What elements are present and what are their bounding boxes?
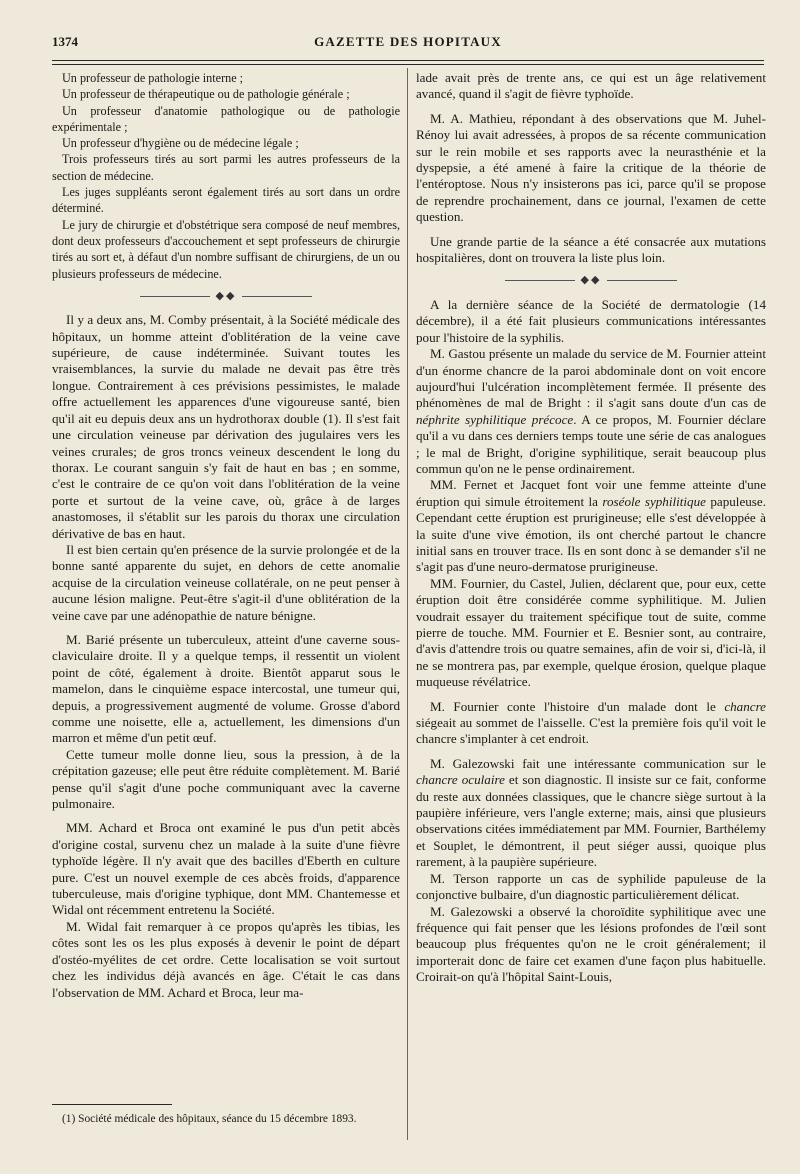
paragraph: M. Galezowski a observé la choroïdite syphilitique avec une fréquence qui fait penser que les lésions profondes de l'œil sont beaucoup plus fréquentes qu'on ne le croit généralement; il importerait donc de faire cet examen d'une façon plus habituelle. Croirait-on qu'à l'hôpital Saint-Louis, — [416, 903, 766, 985]
paragraph: Cette tumeur molle donne lieu, sous la pression, à de la crépitation gazeuse; elle peut être réduite complètement. M. Barié pense qu'il s'agit d'une poche communiquant avec la caverne pulmonaire. — [52, 746, 400, 812]
left-column — [52, 70, 400, 1001]
jury-list-item: Trois professeurs tirés au sort parmi les autres professeurs de la section de médecine. — [52, 152, 400, 183]
paragraph: Une grande partie de la séance a été consacrée aux mutations hospitalières, dont on trouvera la liste plus loin. — [416, 233, 766, 266]
jury-list-item: Le jury de chirurgie et d'obstétrique sera composé de neuf membres, dont deux professeurs d'accouchement et sept professeurs de chirurgie tirés au sort et, à défaut d'un nombre suffisant de chirurgiens, de un ou plusieurs professeurs de médecine. — [52, 217, 400, 281]
jury-list-item: Les juges suppléants seront également tirés au sort dans un ordre déterminé. — [52, 185, 400, 216]
footnote-rule — [52, 1104, 172, 1105]
italic-term: roséole syphilitique — [602, 493, 706, 509]
jury-list-item: Un professeur de pathologie interne ; — [62, 71, 244, 85]
paragraph: Il y a deux ans, M. Comby présentait, à la Société médicale des hôpitaux, un homme atteint d'oblitération de la veine cave supérieure, de cause indéterminée. Suivant toutes les vraisemblances, la survie du malade ne devait pas être très longue. Contrairement à ces prévisions pessimistes, le malade offre actuellement les apparences d'une vigoureuse santé, bien qu'il ait eu depuis deux ans un hydrothorax double (1). Il s'est fait une circulation veineuse par dérivation des jugulaires vers les veines crurales; de gros troncs veineux descendent le long du thorax. Le courant sanguin s'y fait de haut en bas ; en somme, c'est le contraire de ce qu'on voit dans l'oblitération de la veine porte et surtout de la veine cave, où, grâce à de larges anastomoses, il s'établit sur les parois du thorax une circulation dérivative de bas en haut. — [52, 312, 400, 541]
paragraph: MM. Fournier, du Castel, Julien, déclarent que, pour eux, cette éruption doit être considérée comme syphilitique. M. Julien voudrait essayer du traitement spécifique tout de suite, comme pierre de touche. MM. Fournier et E. Besnier sont, au contraire, d'avis d'attendre trois ou quatre semaines, afin de voir si, d'ici-là, il ne se montrera pas, par exemple, quelque érosion, quelque plaque muqueuse révélatrice. — [416, 575, 766, 690]
paragraph: MM. Achard et Broca ont examiné le pus d'un petit abcès d'origine costal, survenu chez un malade à la suite d'une fièvre typhoïde légère. Il n'y avait que des bacilles d'Eberth en culture pure. C'est un nouvel exemple de ces abcès froids, d'apparence tuberculeuse, mais d'origine typhique, dont MM. Chantemesse et Widal ont récemment entretenu la Société. — [52, 820, 400, 918]
paragraph: M. Barié présente un tuberculeux, atteint d'une caverne sous-claviculaire droite. Il y a quelque temps, il ressentit un violent point de côté, également à droite. Bientôt apparut sous le mamelon, dans le cinquième espace intercostal, une tumeur qui, depuis, a progressivement augmenté de volume. Grosse d'abord comme une noisette, elle a, actuellement, les dimensions d'un marron et même d'un petit œuf. — [52, 631, 400, 746]
paragraph — [416, 699, 766, 748]
paragraph: A la dernière séance de la Société de dermatologie (14 décembre), il a été fait plusieurs communications intéressantes pour l'histoire de la syphilis. — [416, 296, 766, 345]
footnote: (1) Société médicale des hôpitaux, séance du 15 décembre 1893. — [62, 1113, 357, 1125]
section-ornament: ◆◆ — [416, 272, 766, 288]
paragraph: M. Widal fait remarquer à ce propos qu'après les tibias, les côtes sont les os les plus exposés à devenir le point de départ d'ostéo-myélites de cet ordre. Cette localisation se voit surtout chez les individus déjà avancés en âge. C'était le cas dans l'observation de MM. Achard et Broca, leur ma- — [52, 918, 400, 1000]
text-run: M. Gastou présente un malade du service de M. Fournier atteint d'un énorme chancre de la paroi abdominale dont on voit encore aujourd'hui l'ulcération incomplètement fermée. Il présente des phénomènes de mal de Bright : il s'agit sans doute d'un cas de — [416, 346, 766, 411]
section-ornament: ◆◆ — [52, 288, 400, 304]
page-header — [52, 32, 764, 56]
italic-term: chancre oculaire — [416, 772, 505, 788]
text-run: . A ce propos, M. Fournier déclare qu'il a vu dans ces derniers temps toute une série de cas analogues ; le mal de Bright, d'origine syphilitique, serait beaucoup plus commun qu'on ne le pense ordinairement. — [416, 411, 766, 476]
paragraph — [416, 477, 766, 575]
jury-list-item: Un professeur d'anatomie pathologique ou de pathologie expérimentale ; — [52, 103, 400, 134]
text-run: et son diagnostic. Il insiste sur ce fait, conforme du reste aux données classiques, que le chancre siège surtout à la paupière inférieure, vers l'angle externe; mais, ainsi que plusieurs observations citées immédiatement par MM. Fournier, Barthélemy et Souplet, le démontrent, il peut siéger aussi, quoique plus rarement, à la paupière supérieure. — [416, 772, 767, 870]
jury-list-item: Un professeur de thérapeutique ou de pathologie générale ; — [62, 87, 350, 102]
jury-list-item: Un professeur d'hygiène ou de médecine légale ; — [62, 136, 299, 151]
paragraph — [416, 346, 766, 477]
paragraph — [416, 756, 766, 871]
paragraph: M. Terson rapporte un cas de syphilide papuleuse de la conjonctive bulbaire, d'un diagnostic particulièrement délicat. — [416, 870, 766, 903]
text-run: M. Galezowski fait une intéressante communication sur le — [430, 755, 766, 771]
column-divider — [407, 68, 408, 1140]
italic-term: chancre — [724, 698, 766, 714]
text-run: MM. Fernet et Jacquet font voir une femme atteinte d'une éruption qui simule étroitement la — [416, 477, 766, 509]
journal-title: GAZETTE DES HOPITAUX — [314, 34, 502, 49]
paragraph: lade avait près de trente ans, ce qui est un âge relativement avancé, quand il s'agit de fièvre typhoïde. — [416, 70, 766, 102]
paragraph: Il est bien certain qu'en présence de la survie prolongée et de la bonne santé apparente du sujet, en dehors de cette anomalie acquise de la circulation veineuse collatérale, on ne peut penser à aucune lésion maligne. Peut-être s'agit-il d'une oblitération de la veine cave par une adénopathie de nature bénigne. — [52, 541, 400, 623]
text-run: siégeait au sommet de l'aisselle. C'est la première fois qu'il voit le chancre s'implanter à cet endroit. — [416, 715, 766, 747]
paragraph: M. A. Mathieu, répondant à des observations que M. Juhel-Rénoy lui avait adressées, à propos de sa récente communication sur le rein mobile et ses rapports avec la neurasthénie et la dyspepsie, a été amené à faire la critique de la théorie de l'entéroptose. Nous n'y insisterons pas ici, parce qu'il se propose de reprendre prochainement, dans ce journal, l'examen de cette question. — [416, 110, 766, 225]
page-number: 1374 — [52, 34, 78, 49]
text-run: M. Fournier conte l'histoire d'un malade dont le — [430, 698, 725, 714]
right-column — [416, 70, 766, 986]
text-run: papuleuse. Cependant cette éruption est prurigineuse; elle s'est développée à la suite d'une vive émotion, ils ont cherché partout le chancre initial sans en trouver trace. Ils en sont donc à se demander s'il ne s'agit pas d'une neuro-dermatose prurigineuse. — [416, 493, 766, 575]
header-rule — [52, 60, 764, 65]
italic-term: néphrite syphilitique précoce — [416, 411, 574, 427]
